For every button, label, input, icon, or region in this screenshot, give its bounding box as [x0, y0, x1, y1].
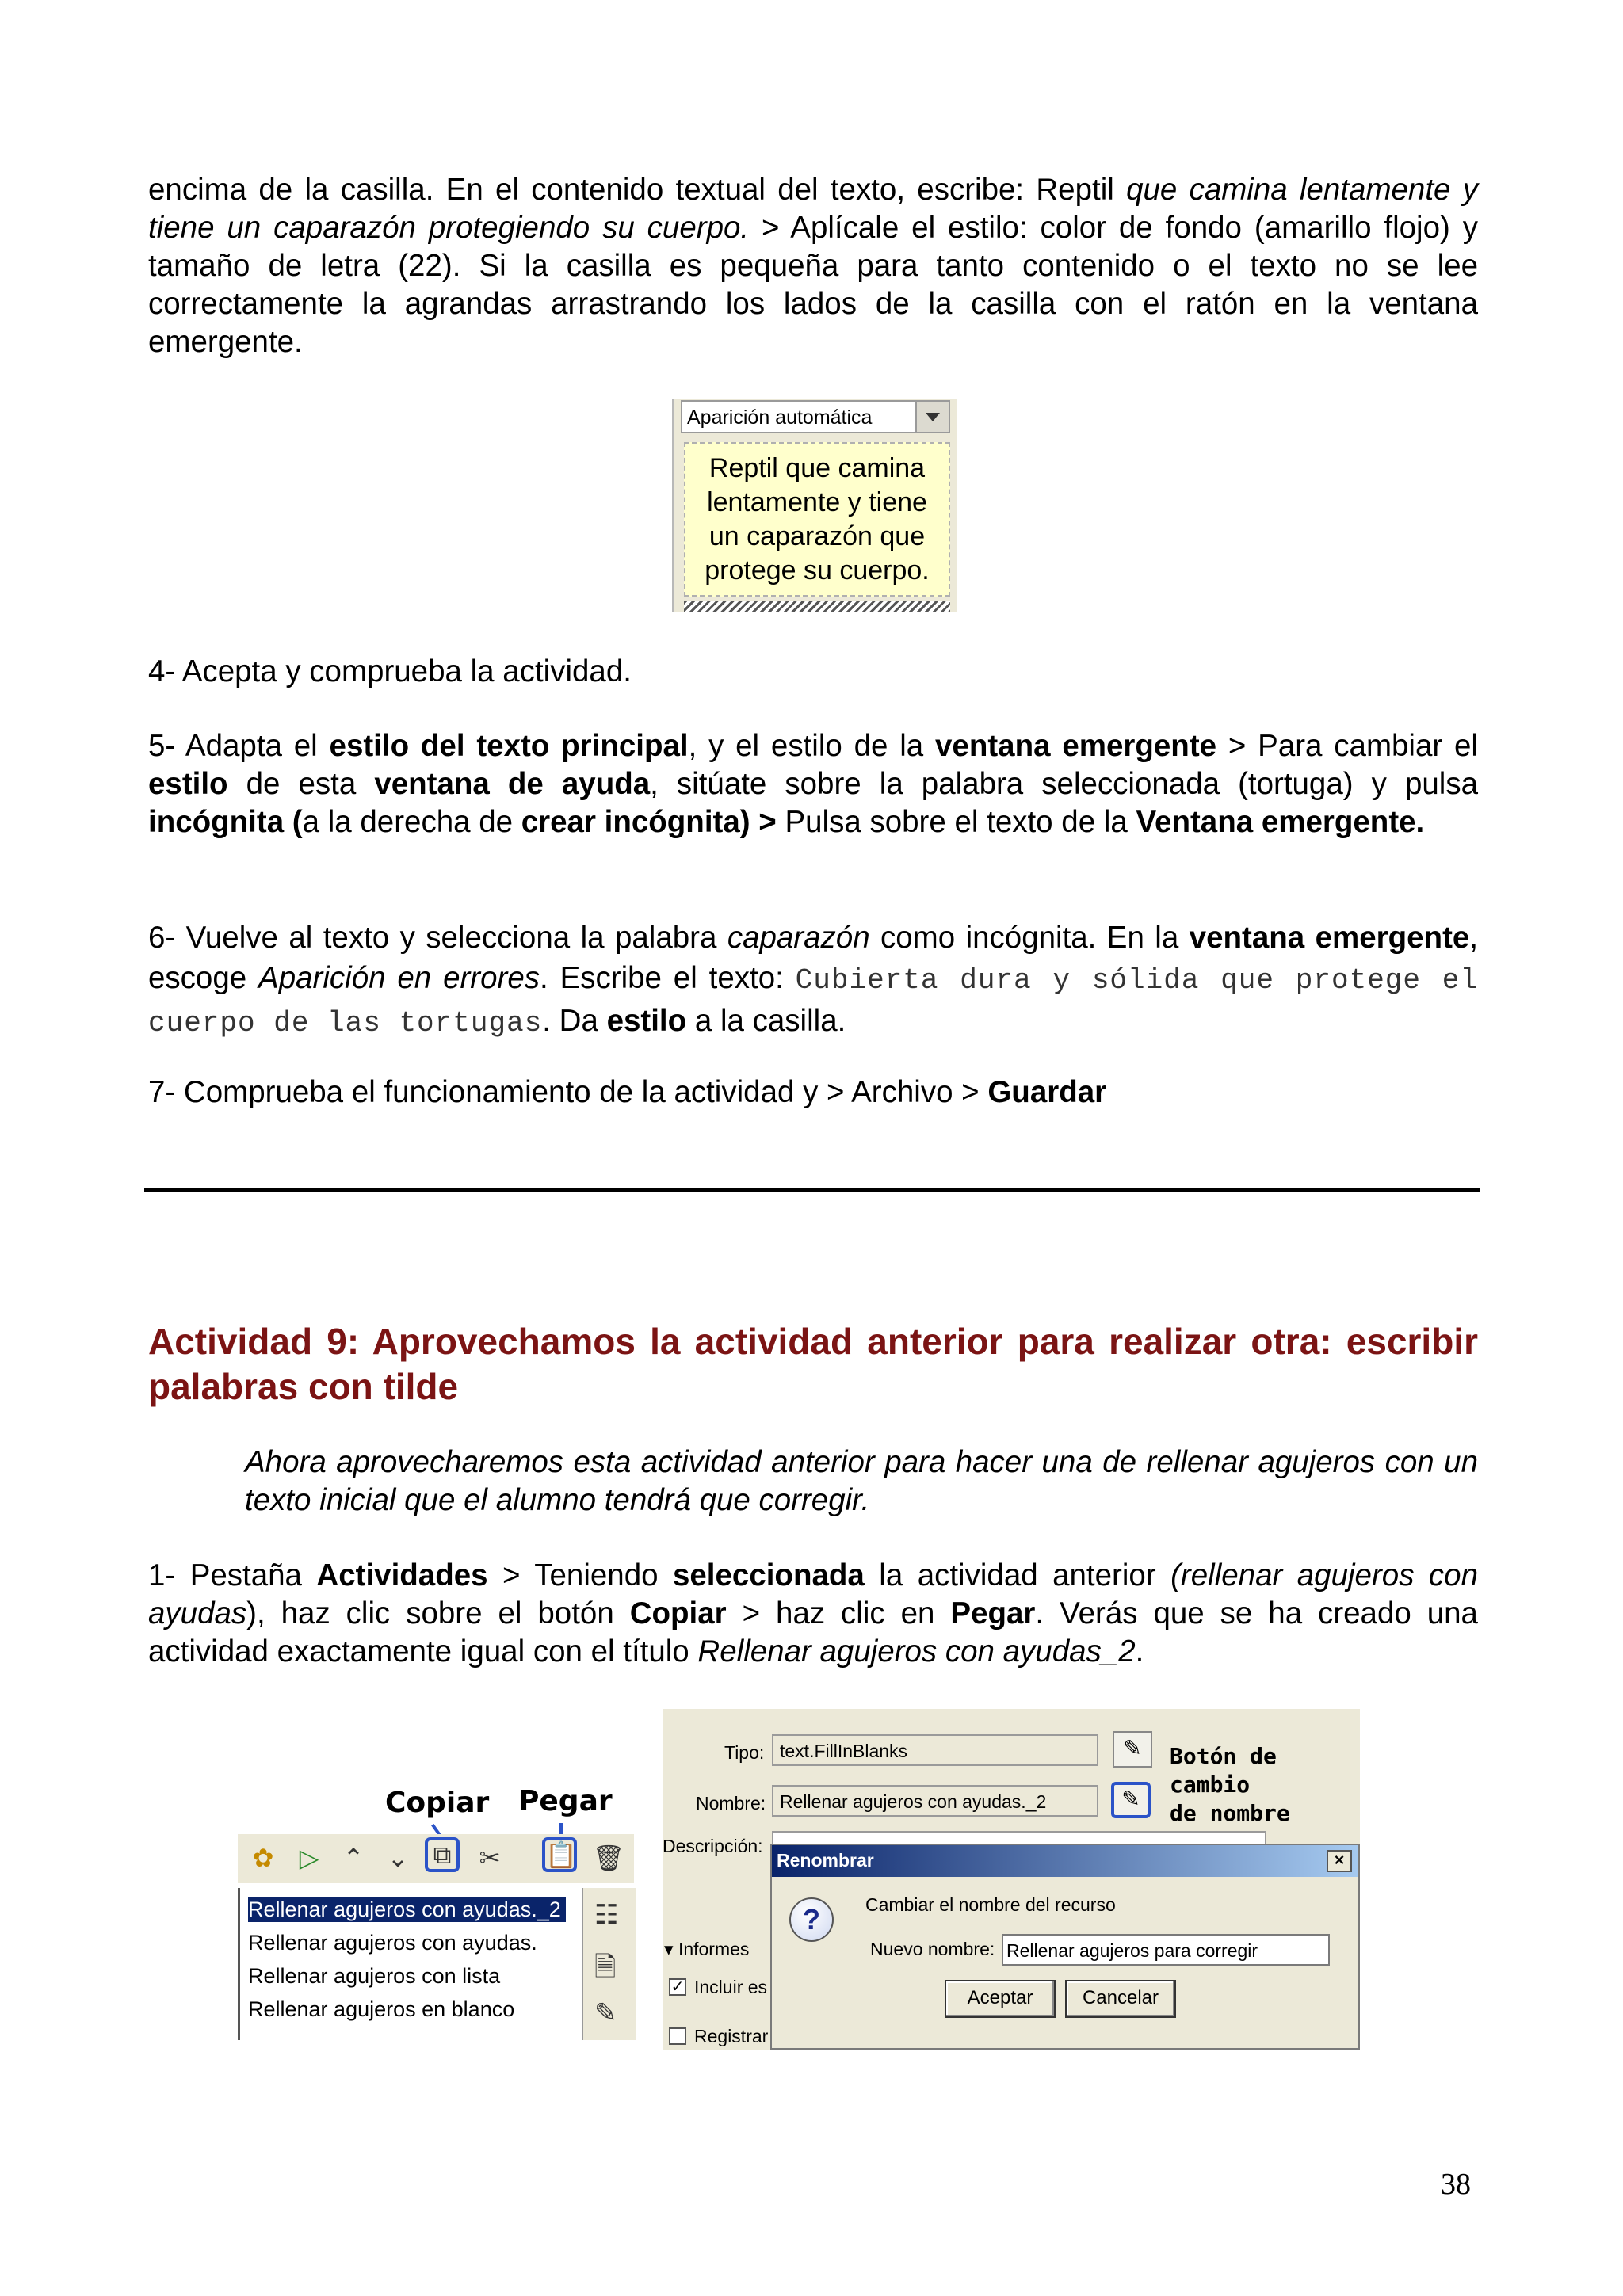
copy-icon[interactable]: ⧉: [425, 1837, 460, 1872]
close-icon[interactable]: ×: [1327, 1850, 1352, 1872]
type-field: text.FillInBlanks: [772, 1734, 1098, 1766]
dialog-message: Cambiar el nombre del recurso: [865, 1894, 1116, 1915]
resize-handle[interactable]: [684, 601, 950, 612]
popup-note-box[interactable]: [684, 442, 950, 597]
step-4: 4- Acepta y comprueba la actividad.: [148, 654, 632, 688]
move-down-icon[interactable]: ⌄: [387, 1844, 409, 1872]
include-checkbox[interactable]: ✓: [669, 1978, 686, 1996]
cancel-button[interactable]: Cancelar: [1065, 1980, 1176, 2018]
step-5: 5- Adapta el estilo del texto principal, y el estilo de la ventana emergente > Para cambiar el estilo de esta ventana de ayuda, sitúate sobre la palabra seleccionada (tortuga) y pulsa incógnita (a la derecha de crear incógnita) > Pulsa sobre el texto de la Ventana emergente.: [148, 729, 1478, 839]
chevron-down-icon[interactable]: [915, 402, 949, 432]
list-view-icon[interactable]: ☷: [594, 1900, 619, 1930]
description-label: Descripción:: [663, 1836, 763, 1856]
popup-line: un caparazón que: [708, 521, 926, 551]
cut-icon[interactable]: ✂: [479, 1844, 501, 1872]
play-icon[interactable]: ▷: [299, 1844, 319, 1872]
list-item[interactable]: Rellenar agujeros con lista: [248, 1964, 501, 1988]
section-divider: [144, 1188, 1480, 1192]
include-label: Incluir es: [694, 1977, 768, 1997]
question-icon: ?: [789, 1897, 834, 1942]
properties-screenshot: [663, 1709, 1360, 2050]
wizard-icon[interactable]: ✿: [252, 1844, 274, 1872]
appearance-dropdown[interactable]: Aparición automática: [681, 400, 950, 433]
name-label: Nombre:: [696, 1793, 766, 1814]
rename-callout: Botón de cambio de nombre: [1170, 1743, 1290, 1826]
rename-dialog: [770, 1844, 1360, 2050]
list-item[interactable]: Rellenar agujeros con ayudas.: [248, 1931, 537, 1955]
paste-callout: Pegar: [518, 1785, 613, 1817]
pencil-icon[interactable]: ✎: [594, 1998, 617, 2028]
step-1: 1- Pestaña Actividades > Teniendo seleccionada la actividad anterior (rellenar agujeros con ayudas), haz clic sobre el botón Copiar > haz clic en Pegar. Verás que se ha creado una actividad exactamente igual con el título Rellenar agujeros con ayudas_2.: [148, 1558, 1478, 1669]
popup-window-screenshot: [672, 399, 957, 612]
reports-section: ▾ Informes: [664, 1939, 750, 1959]
section-heading: Actividad 9: Aprovechamos la actividad anterior para realizar otra: escribir palabras con tilde: [148, 1321, 1478, 1407]
delete-icon[interactable]: 🗑: [592, 1844, 625, 1872]
activity-list: [238, 1888, 581, 2040]
edit-type-button[interactable]: ✎: [1113, 1731, 1152, 1768]
page-number: 38: [1441, 2168, 1471, 2201]
type-label: Tipo:: [724, 1742, 765, 1763]
popup-line: lentamente y tiene: [707, 487, 927, 517]
activity-intro: Ahora aprovecharemos esta actividad anterior para hacer una de rellenar agujeros con un texto inicial que el alumno tendrá que corregir.: [245, 1445, 1478, 1517]
popup-line: Reptil que camina: [708, 453, 926, 483]
name-field: Rellenar agujeros con ayudas._2: [772, 1785, 1098, 1817]
register-label: Registrar: [694, 2026, 769, 2046]
copy-callout: Copiar: [385, 1787, 490, 1819]
rename-button[interactable]: ✎: [1111, 1782, 1151, 1818]
move-up-icon[interactable]: ⌃: [342, 1844, 365, 1872]
new-name-label: Nuevo nombre:: [870, 1939, 995, 1959]
paragraph-intro-step: encima de la casilla. En el contenido textual del texto, escribe: Reptil que camina lentamente y tiene un caparazón protegiendo su cuerpo. > Aplícale el estilo: color de fondo (amarillo flojo) y tamaño de letra (22). Si la casilla es pequeña para tanto contenido o el texto no se lee correctamente la agrandas arrastrando los lados de la casilla con el ratón en la ventana emergente.: [148, 173, 1478, 359]
accept-button[interactable]: Aceptar: [945, 1980, 1056, 2018]
step-7: 7- Comprueba el funcionamiento de la actividad y > Archivo > Guardar: [148, 1075, 1107, 1109]
activities-toolbar: [238, 1834, 634, 1883]
dialog-titlebar: Renombrar ×: [772, 1845, 1358, 1877]
side-toolbar: [582, 1888, 636, 2040]
list-item[interactable]: Rellenar agujeros en blanco: [248, 1997, 515, 2021]
list-item[interactable]: Rellenar agujeros con ayudas._2: [248, 1897, 566, 1922]
step-6: 6- Vuelve al texto y selecciona la palabra caparazón como incógnita. En la ventana emergente, escoge Aparición en errores. Escribe el texto: Cubierta dura y sólida que protege el cuerpo de las tortugas. Da estilo a la casilla.: [148, 921, 1479, 1039]
toolbar-screenshot: [238, 1755, 634, 2040]
document-icon[interactable]: 🗎: [594, 1952, 617, 1982]
popup-line: protege su cuerpo.: [705, 555, 930, 585]
new-name-input[interactable]: Rellenar agujeros para corregir: [1002, 1934, 1330, 1966]
paste-icon[interactable]: 📋: [542, 1837, 577, 1872]
register-checkbox[interactable]: [669, 2027, 686, 2045]
